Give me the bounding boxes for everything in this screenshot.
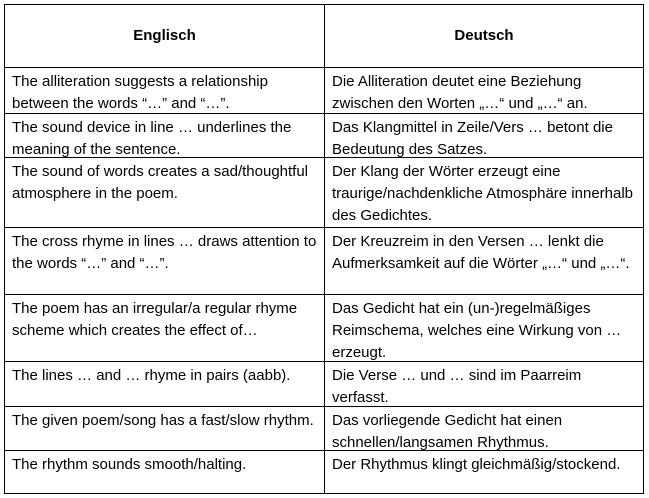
english-phrase: The rhythm sounds smooth/halting.	[5, 451, 325, 493]
english-phrase: The sound device in line … underlines the meaning of the sentence.	[5, 114, 325, 157]
column-header-deutsch: Deutsch	[454, 27, 514, 44]
table-row	[5, 114, 643, 158]
english-phrase: The sound of words creates a sad/thoughtful atmosphere in the poem.	[5, 158, 325, 227]
german-phrase: Der Kreuzreim in den Versen … lenkt die Aufmerksamkeit auf die Wörter „…“ und „…“.	[332, 233, 630, 272]
english-phrase: The given poem/song has a fast/slow rhythm.	[5, 407, 325, 450]
english-phrase: The alliteration suggests a relationship between the words “…” and “…”.	[5, 68, 325, 113]
vocabulary-table	[4, 4, 644, 494]
table-header-row	[5, 5, 643, 68]
german-phrase: Der Klang der Wörter erzeugt eine traurige/nachdenkliche Atmosphäre innerhalb des Gedichtes.	[332, 163, 634, 224]
table-row	[5, 68, 643, 114]
table-row	[5, 228, 643, 295]
german-phrase: Das Klangmittel in Zeile/Vers … betont die Bedeutung des Satzes.	[332, 119, 613, 158]
german-phrase: Die Verse … und … sind im Paarreim verfasst.	[332, 367, 582, 406]
english-phrase: The cross rhyme in lines … draws attention to the words “…” and “…”.	[5, 228, 325, 294]
table-row	[5, 295, 643, 362]
table-row	[5, 362, 643, 407]
german-phrase: Der Rhythmus klingt gleichmäßig/stockend.	[332, 456, 621, 473]
german-phrase: Das Gedicht hat ein (un-)regelmäßiges Reimschema, welches eine Wirkung von … erzeugt.	[332, 300, 622, 361]
german-phrase: Das vorliegende Gedicht hat einen schnellen/langsamen Rhythmus.	[332, 412, 563, 451]
table-row	[5, 451, 643, 493]
table-row	[5, 158, 643, 228]
table-row	[5, 407, 643, 451]
german-phrase: Die Alliteration deutet eine Beziehung zwischen den Worten „…“ und „…“ an.	[332, 73, 588, 112]
english-phrase: The lines … and … rhyme in pairs (aabb).	[5, 362, 325, 406]
english-phrase: The poem has an irregular/a regular rhyme scheme which creates the effect of…	[5, 295, 325, 361]
column-header-englisch: Englisch	[5, 5, 325, 67]
